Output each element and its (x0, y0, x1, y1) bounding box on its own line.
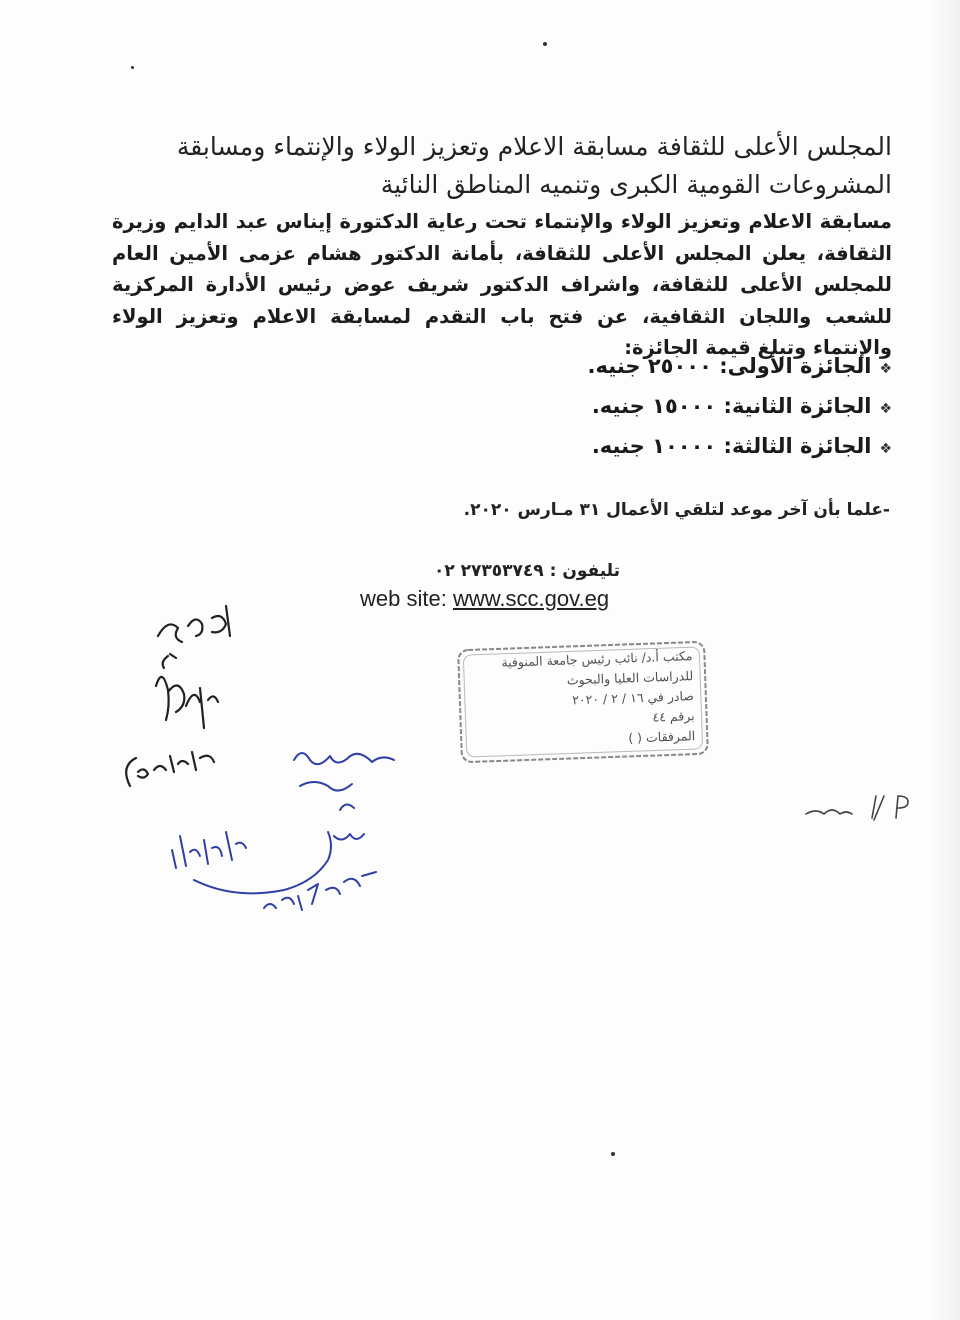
stamp-line: للدراسات العليا والبحوث (566, 668, 694, 688)
prize-item-first (372, 346, 892, 386)
document-title: المجلس الأعلى للثقافة مسابقة الاعلام وتعزيز الولاء والإنتماء ومسابقة المشروعات القومية الكبرى وتنميه المناطق النائية (176, 132, 892, 199)
prize-item-second (372, 386, 892, 426)
prize-label: الجائزة الثالثة: ١٠٠٠٠ جنيه. (591, 434, 872, 458)
scan-speck (131, 66, 134, 69)
official-stamp (456, 640, 710, 765)
page-number-mark (804, 788, 924, 828)
announcement-paragraph: مسابقة الاعلام وتعزيز الولاء والإنتماء تحت رعاية الدكتورة إيناس عبد الدايم وزيرة الثقافة، يعلن المجلس الأعلى للثقافة، بأمانة الدكتور هشام عزمى الأمين العام للمجلس الأعلى للثقافة، واشراف الدكتور شريف عوض رئيس الأدارة المركزية للشعب واللجان الثقافية، عن فتح باب التقدم لمسابقة الاعلام وتعزيز الولاء والإنتماء وتبلغ قيمة الجائزة: (112, 210, 892, 359)
scan-speck (543, 42, 547, 46)
diamond-bullet-icon: ❖ (879, 441, 892, 457)
scan-edge-shadow (930, 0, 960, 1320)
stamp-line: المرفقات ( ) (628, 728, 696, 746)
stamp-text (470, 646, 695, 754)
website-link[interactable]: www.scc.gov.eg (452, 586, 610, 611)
stamp-line: صادر في ١٦ / ٢ / ٢٠٢٠ (571, 688, 695, 708)
stamp-line: مكتب أ.د/ نائب رئيس جامعة المنوفية (501, 648, 693, 670)
phone-number: تليفون : ٢٧٣٥٣٧٤٩ ٠٢ (433, 561, 620, 581)
deadline-note: -علما بأن آخر موعد لتلقي الأعمال ٣١ مـارس ٢٠٢٠. (463, 500, 890, 520)
diamond-bullet-icon: ❖ (879, 361, 892, 377)
scan-speck (611, 1152, 615, 1156)
diamond-bullet-icon: ❖ (879, 401, 892, 417)
website-label: web site: (360, 586, 447, 611)
prize-item-third (372, 426, 892, 466)
stamp-line: برقم ٤٤ (652, 708, 695, 725)
prize-list (372, 346, 892, 466)
website-line (360, 584, 690, 614)
prize-label: الجائزة الثانية: ١٥٠٠٠ جنيه. (591, 394, 872, 418)
handwritten-note-blue (164, 740, 424, 930)
prize-label: الجائزة الأولى: ٢٥٠٠٠ جنيه. (587, 354, 872, 378)
